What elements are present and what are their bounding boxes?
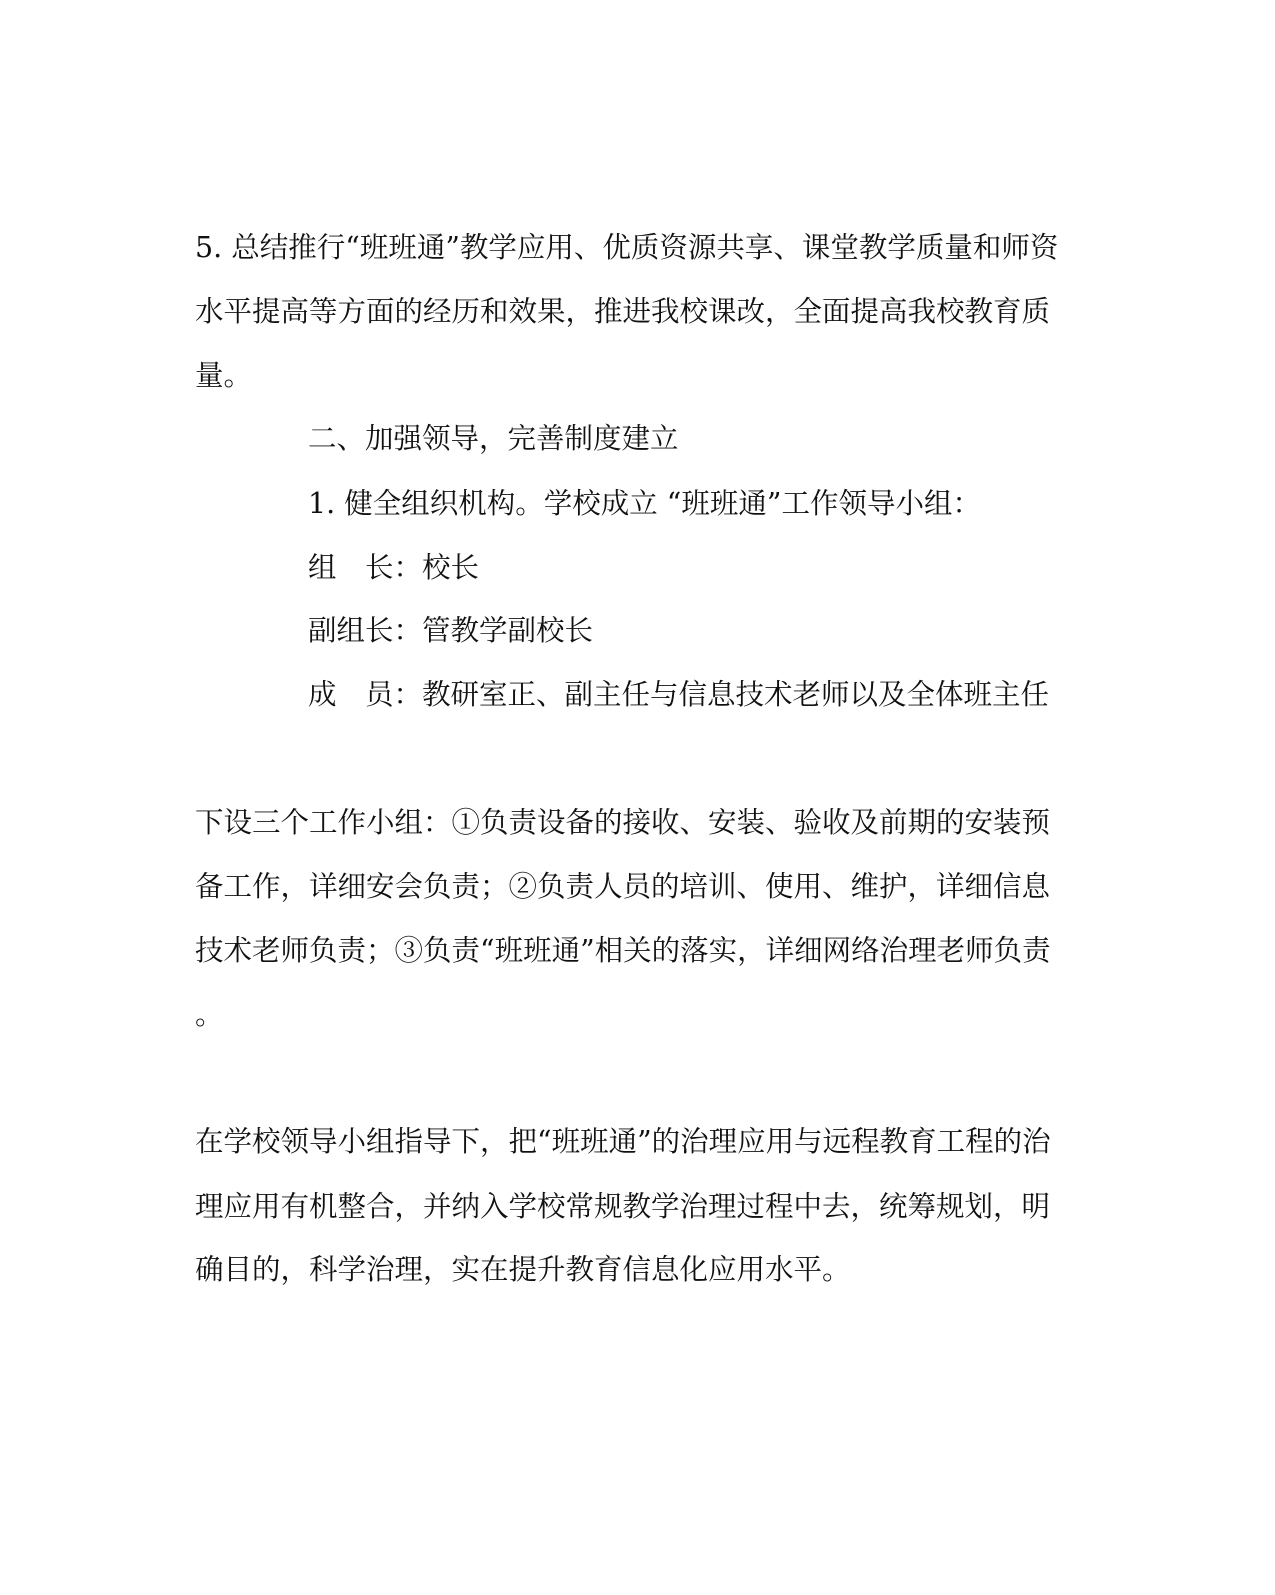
paragraph-4-line-2: 理应用有机整合，并纳入学校常规教学治理过程中去，统筹规划，明 (195, 1190, 1051, 1223)
paragraph-3-line-2: 备工作，详细安会负责；②负责人员的培训、使用、维护，详细信息 (195, 870, 1051, 903)
paragraph-1-line-2: 水平提高等方面的经历和效果，推进我校课改，全面提高我校教育质 (195, 295, 1051, 328)
paragraph-1-line-1: 5. 总结推行“班班通”教学应用、优质资源共享、课堂教学质量和师资 (195, 231, 1059, 264)
roster-row-leader (308, 548, 480, 588)
section-heading: 二、加强领导，完善制度建立 (308, 422, 679, 455)
paragraph-3-line-1: 下设三个工作小组：①负责设备的接收、安装、验收及前期的安装预 (195, 806, 1051, 839)
roster-row-deputy (308, 611, 594, 651)
paragraph-3-line-4: 。 (195, 998, 224, 1031)
roster-row-members (308, 675, 1050, 715)
roster-value: 管教学副校长 (422, 614, 594, 647)
paragraph-4-line-1: 在学校领导小组指导下，把“班班通”的治理应用与远程教育工程的治 (195, 1125, 1051, 1158)
organization-intro: 1. 健全组织机构。学校成立 “班班通”工作领导小组： (308, 487, 981, 520)
roster-label: 副组长： (308, 614, 423, 647)
roster-label: 成 员： (308, 678, 423, 711)
paragraph-3-line-3: 技术老师负责；③负责“班班通”相关的落实，详细网络治理老师负责 (195, 934, 1051, 967)
roster-label: 组 长： (308, 551, 423, 584)
roster-value: 教研室正、副主任与信息技术老师以及全体班主任 (422, 678, 1050, 711)
paragraph-4-line-3: 确目的，科学治理，实在提升教育信息化应用水平。 (195, 1253, 851, 1286)
roster-value: 校长 (422, 551, 480, 584)
paragraph-1-line-3: 量。 (195, 359, 253, 392)
